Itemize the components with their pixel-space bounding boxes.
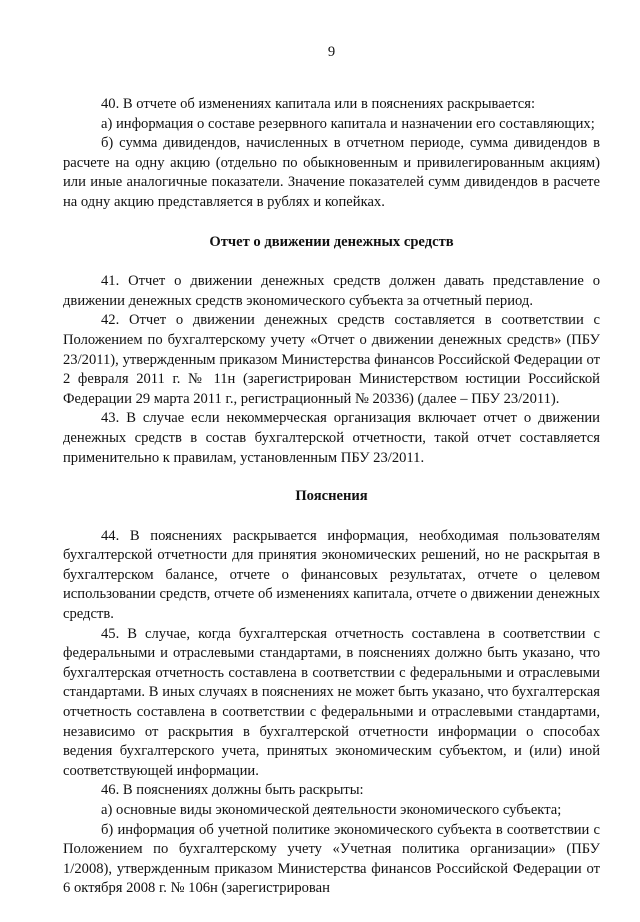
section-heading-cash-flow: Отчет о движении денежных средств [209,233,454,250]
paragraph-42: 42. Отчет о движении денежных средств составляется в соответствии с Положением по бухгалтерскому учету «Отчет о движении денежных средств» (ПБУ 23/2011), утвержденным приказом Министерства финансов Российской Федерации от 2 февраля 2011 г. № 11н (зарегистрирован Министерством юстиции Российской Федерации 29 марта 2011 г., регистрационный № 20336) (далее – ПБУ 23/2011). [63,312,600,407]
page-number: 9 [327,44,336,60]
section-heading-explanations: Пояснения [295,488,368,505]
paragraph-41: 41. Отчет о движении денежных средств должен давать представление о движении денежных средств экономического субъекта за отчетный период. [63,273,600,309]
document-page [63,42,600,899]
paragraph-40: 40. В отчете об изменениях капитала или в пояснениях раскрывается: [101,96,536,112]
paragraph-40b: б) сумма дивидендов, начисленных в отчетном периоде, сумма дивидендов в расчете на одну акцию (отдельно по обыкновенным и привилегированным акциям) или иные аналогичные показатели. Значение показателей сумм дивидендов в расчете на одну акцию представляется в рублях и копейках. [63,135,600,210]
paragraph-40a: а) информация о составе резервного капитала и назначении его составляющих; [101,115,595,132]
paragraph-46: 46. В пояснениях должны быть раскрыты: [101,782,364,799]
paragraph-46b: б) информация об учетной политике экономического субъекта в соответствии с Положением по бухгалтерскому учету «Учетная политика организации» (ПБУ 1/2008), утвержденным приказом Министерства финансов Российской Федерации от 6 октября 2008 г. № 106н (зарегистрирован [63,821,600,897]
paragraph-43: 43. В случае если некоммерческая организация включает отчет о движении денежных средств в состав бухгалтерской отчетности, такой отчет составляется применительно к правилам, установленным ПБУ 23/2011. [63,410,600,466]
paragraph-46a: а) основные виды экономической деятельности экономического субъекта; [101,802,562,818]
paragraph-44: 44. В пояснениях раскрывается информация, необходимая пользователям бухгалтерской отчетности для принятия экономических решений, но не раскрытая в бухгалтерском балансе, отчете о финансовых результатах, отчете о целевом использовании средств, отчете об изменениях капитала, отчете о движении денежных средств. [63,527,600,623]
paragraph-45: 45. В случае, когда бухгалтерская отчетность составлена в соответствии с федеральными и отраслевыми стандартами, в пояснениях должно быть указано, что бухгалтерская отчетность составлена в соответствии с федеральными и отраслевыми стандартами. В иных случаях в пояснениях не может быть указано, что бухгалтерская отчетность составлена в соответствии с федеральными и отраслевыми стандартами, независимо от раскрытия в бухгалтерской отчетности информации о способах ведения бухгалтерского учета, принятых экономическим субъектом, и (или) иной соответствующей информации. [63,625,600,779]
